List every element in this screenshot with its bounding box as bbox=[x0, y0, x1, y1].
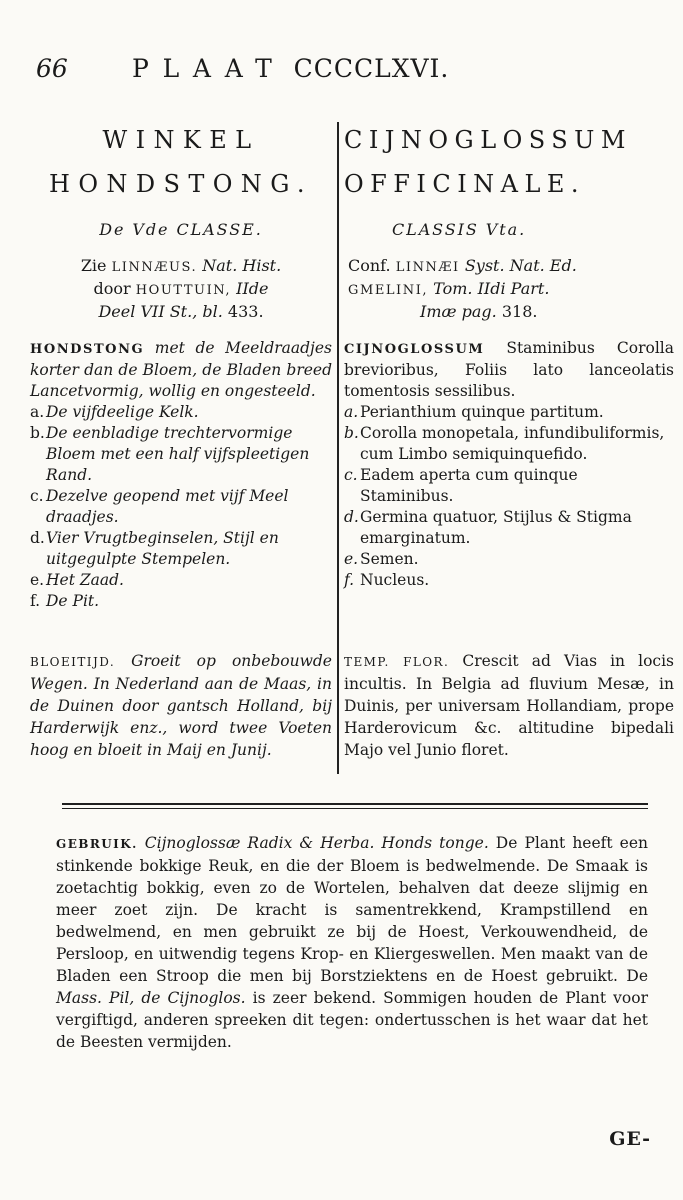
dutch-title-line1: WINKEL bbox=[102, 126, 260, 154]
page-number: 66 bbox=[36, 54, 68, 83]
latin-title-line1: CIJNOGLOSSUM bbox=[344, 126, 632, 154]
usage-names: Cijnoglossæ Radix & Herba. Honds tonge. bbox=[144, 834, 489, 852]
usage-text1: De Plant heeft een stinkende bokkige Reuk, en die der Bloem is bedwelmende. De Smaak is zoetachtig bokkig, even zo de Wortelen, behalven dat deeze slijmig en meer zoet zijn. De kracht is samentrekkend, Krampstillend en bedwelmend, en men gebruikt ze bij de Hoest, Verkouwendheid, de Persloop, en uitwendig tegens Krop- en Kliergeswellen. Men maakt van de Bladen een Stroop die men bij Borstziektens en de Hoest gebruikt. De bbox=[56, 834, 648, 985]
ref-syst: Syst. Nat. Ed. bbox=[464, 256, 577, 275]
ref-linnaei: LINNÆI bbox=[395, 260, 460, 275]
latin-reference bbox=[344, 255, 674, 322]
list-item: b. Corolla monopetala, infundibuliformis, cum Limbo semiquinquefido. bbox=[344, 424, 665, 463]
ref-tom: Tom. IIdi Part. bbox=[433, 279, 550, 298]
dutch-flowering bbox=[30, 650, 332, 761]
ref-conf: Conf. bbox=[348, 256, 391, 275]
plate-numeral: CCCCLXVI. bbox=[293, 54, 450, 83]
dutch-description bbox=[30, 338, 332, 402]
latin-class: CLASSIS Vta. bbox=[392, 220, 527, 239]
ref-door: door bbox=[93, 279, 131, 298]
flor-lead: TEMP. FLOR. bbox=[344, 655, 450, 669]
dutch-column bbox=[30, 118, 332, 612]
latin-description bbox=[344, 338, 674, 402]
usage-lead: GEBRUIK. bbox=[56, 837, 138, 851]
ref-deel-a: IIde bbox=[236, 279, 269, 298]
ref-page: 318. bbox=[501, 302, 538, 321]
flor-lead: BLOEITIJD. bbox=[30, 655, 116, 669]
usage-paragraph bbox=[56, 832, 648, 1053]
list-item: c. Dezelve geopend met vijf Meel draadjes. bbox=[30, 487, 289, 526]
latin-column bbox=[344, 118, 674, 591]
desc-lead: CIJNOGLOSSUM bbox=[344, 342, 485, 357]
separator-rule-thin bbox=[62, 808, 648, 809]
ref-zie: Zie bbox=[80, 256, 107, 275]
ref-nat-hist: Nat. Hist. bbox=[202, 256, 282, 275]
list-item: f. De Pit. bbox=[30, 592, 100, 610]
desc-lead: HONDSTONG bbox=[30, 342, 145, 357]
ref-houttuin: HOUTTUIN, bbox=[135, 283, 232, 298]
list-item: d. Germina quatuor, Stijlus & Stigma emarginatum. bbox=[344, 508, 632, 547]
list-item: c. Eadem aperta cum quinque Staminibus. bbox=[344, 466, 578, 505]
column-divider bbox=[337, 122, 339, 774]
ref-page: 433. bbox=[227, 302, 264, 321]
usage-pil: Mass. Pil, de Cijnoglos. bbox=[56, 989, 246, 1007]
usage-text2: is zeer bekend. Sommigen houden de Plant voor vergiftigd, anderen spreeken dit tegen: ondertusschen is het waar dat het de Beesten vermijden. bbox=[56, 989, 648, 1051]
dutch-class: De Vde CLASSE. bbox=[99, 220, 263, 239]
catchword: GE- bbox=[609, 1128, 651, 1150]
ref-gmelini: GMELINI, bbox=[348, 283, 429, 298]
list-item: d. Vier Vrugtbeginselen, Stijl en uitgegulpte Stempelen. bbox=[30, 529, 279, 568]
ref-imae: Imæ pag. bbox=[420, 302, 497, 321]
plate-word: PLAAT bbox=[132, 54, 286, 83]
list-item: a. De vijfdeelige Kelk. bbox=[30, 403, 199, 421]
separator-rule bbox=[62, 803, 648, 805]
plate-title bbox=[132, 54, 449, 83]
latin-items bbox=[344, 402, 674, 591]
list-item: e. Het Zaad. bbox=[30, 571, 124, 589]
dutch-items bbox=[30, 402, 332, 612]
desc-text: Staminibus Corolla brevioribus, Foliis lato lanceolatis tomentosis sessilibus. bbox=[344, 339, 674, 400]
list-item: f. Nucleus. bbox=[344, 571, 430, 589]
flor-text: Groeit op onbebouwde Wegen. In Nederland aan de Maas, in de Duinen door gantsch Holland, bij Harderwijk enz., word twee Voeten hoog en bloeit in Maij en Junij. bbox=[30, 652, 332, 759]
latin-flowering bbox=[344, 650, 674, 761]
list-item: a. Perianthium quinque partitum. bbox=[344, 403, 604, 421]
flor-text: Crescit ad Vias in locis incultis. In Belgia ad fluvium Mesæ, in Duinis, per universam Hollandiam, prope Harderovicum &c. altitudine bipedali Majo vel Junio floret. bbox=[344, 652, 674, 759]
list-item: e. Semen. bbox=[344, 550, 419, 568]
dutch-reference bbox=[30, 255, 332, 322]
dutch-title-line2: HONDSTONG. bbox=[49, 170, 313, 198]
ref-linnaeus: LINNÆUS. bbox=[111, 260, 198, 275]
ref-deel-b: Deel VII St., bl. bbox=[98, 302, 223, 321]
latin-title-line2: OFFICINALE. bbox=[344, 170, 586, 198]
list-item: b. De eenbladige trechtervormige Bloem met een half vijfspleetigen Rand. bbox=[30, 424, 310, 484]
desc-text: met de Meeldraadjes korter dan de Bloem, de Bladen breed Lancetvormig, wollig en ongesteeld. bbox=[30, 339, 332, 400]
running-header bbox=[36, 54, 653, 94]
